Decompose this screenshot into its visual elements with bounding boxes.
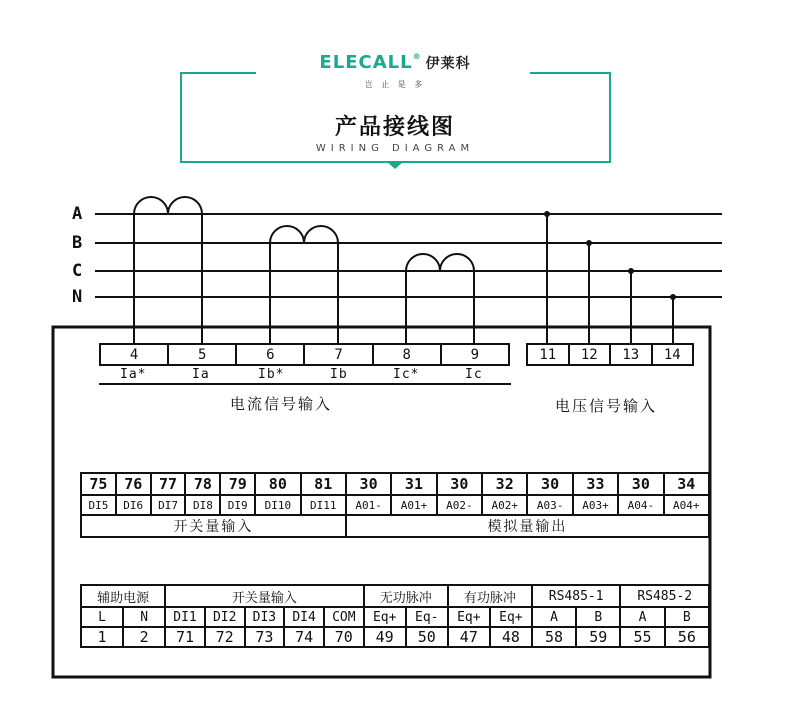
- io-number: 80: [255, 473, 300, 495]
- current-terminal-block: [99, 343, 510, 366]
- io-label: DI6: [116, 495, 151, 515]
- terminal-number: 70: [324, 627, 364, 647]
- io-number: 76: [116, 473, 151, 495]
- terminal-11: 11: [527, 344, 569, 365]
- terminal-label: COM: [324, 607, 364, 627]
- io-label: A01-: [346, 495, 391, 515]
- current-label-ia: Ia: [192, 367, 210, 382]
- terminal-12: 12: [569, 344, 611, 365]
- terminal-number: 50: [406, 627, 448, 647]
- voltage-input-group-label: 电压信号输入: [555, 397, 658, 415]
- power-comm-terminal-table: [80, 584, 710, 648]
- terminal-8: 8: [373, 344, 441, 365]
- current-input-group-label: 电流信号输入: [230, 395, 333, 413]
- terminal-label: L: [81, 607, 123, 627]
- io-label: A03+: [573, 495, 618, 515]
- terminal-number: 56: [665, 627, 709, 647]
- terminal-label: Eq+: [448, 607, 490, 627]
- io-group-digital-input: 开关量输入: [81, 515, 346, 537]
- page-title: 产品接线图: [334, 115, 455, 140]
- io-label: DI10: [255, 495, 300, 515]
- page-subtitle: WIRING DIAGRAM: [315, 143, 475, 154]
- io-label: DI5: [81, 495, 116, 515]
- current-label-ic-star: Ic*: [393, 367, 420, 382]
- terminal-number: 72: [205, 627, 245, 647]
- io-number: 32: [482, 473, 527, 495]
- terminal-4: 4: [100, 344, 168, 365]
- io-label: DI11: [301, 495, 346, 515]
- io-label: DI9: [220, 495, 255, 515]
- io-label: DI7: [151, 495, 186, 515]
- terminal-13: 13: [610, 344, 652, 365]
- terminal-number: 1: [81, 627, 123, 647]
- terminal-number: 59: [576, 627, 620, 647]
- terminal-number: 55: [620, 627, 664, 647]
- terminal-number: 2: [123, 627, 165, 647]
- terminal-label: DI3: [245, 607, 285, 627]
- terminal-number: 48: [490, 627, 532, 647]
- io-number: 31: [391, 473, 436, 495]
- current-label-ib-star: Ib*: [258, 367, 285, 382]
- terminal-label: B: [665, 607, 709, 627]
- terminal-number: 74: [284, 627, 324, 647]
- current-label-ic: Ic: [465, 367, 483, 382]
- io-number: 81: [301, 473, 346, 495]
- bus-label-c: C: [72, 261, 83, 281]
- terminal-5: 5: [168, 344, 236, 365]
- bus-label-a: A: [72, 204, 83, 224]
- terminal-14: 14: [652, 344, 694, 365]
- terminal-9: 9: [441, 344, 509, 365]
- voltage-terminal-block: [526, 343, 694, 366]
- bus-label-n: N: [72, 287, 83, 307]
- io-terminal-table: [80, 472, 710, 538]
- io-number: 30: [437, 473, 482, 495]
- tap-dot-c: [628, 268, 634, 274]
- io-label: A04-: [618, 495, 663, 515]
- terminal-number: 58: [532, 627, 576, 647]
- terminal-label: Eq+: [364, 607, 406, 627]
- group-active-pulse: 有功脉冲: [448, 585, 532, 607]
- tap-dot-n: [670, 294, 676, 300]
- terminal-number: 73: [245, 627, 285, 647]
- terminal-7: 7: [304, 344, 372, 365]
- io-number: 79: [220, 473, 255, 495]
- terminal-label: A: [620, 607, 664, 627]
- io-number: 30: [618, 473, 663, 495]
- io-number: 30: [346, 473, 391, 495]
- terminal-label: Eq-: [406, 607, 448, 627]
- io-label: A02+: [482, 495, 527, 515]
- io-label: A03-: [527, 495, 572, 515]
- current-label-ia-star: Ia*: [120, 367, 147, 382]
- current-label-underline: [99, 383, 511, 385]
- terminal-label: DI4: [284, 607, 324, 627]
- terminal-label: DI1: [165, 607, 205, 627]
- brand-name-cn: 伊莱科: [425, 56, 471, 72]
- io-number: 33: [573, 473, 618, 495]
- current-label-ib: Ib: [330, 367, 348, 382]
- brand-name: ELECALL: [319, 52, 413, 73]
- terminal-label: A: [532, 607, 576, 627]
- bus-label-b: B: [72, 233, 83, 253]
- terminal-label: Eq+: [490, 607, 532, 627]
- group-reactive-pulse: 无功脉冲: [364, 585, 448, 607]
- registered-icon: ®: [412, 52, 422, 61]
- io-label: DI8: [185, 495, 220, 515]
- terminal-6: 6: [236, 344, 304, 365]
- ct-loop-c: [406, 254, 474, 343]
- group-digital-input: 开关量输入: [165, 585, 364, 607]
- io-number: 34: [664, 473, 709, 495]
- brand-slogan: 岂 止 是 多: [364, 80, 426, 89]
- io-label: A02-: [437, 495, 482, 515]
- terminal-number: 71: [165, 627, 205, 647]
- tap-dot-b: [586, 240, 592, 246]
- group-rs485-1: RS485-1: [532, 585, 620, 607]
- group-aux-power: 辅助电源: [81, 585, 165, 607]
- io-number: 78: [185, 473, 220, 495]
- io-group-analog-output: 模拟量输出: [346, 515, 709, 537]
- terminal-number: 49: [364, 627, 406, 647]
- io-number: 30: [527, 473, 572, 495]
- terminal-label: DI2: [205, 607, 245, 627]
- terminal-label: N: [123, 607, 165, 627]
- group-rs485-2: RS485-2: [620, 585, 709, 607]
- terminal-number: 47: [448, 627, 490, 647]
- io-number: 77: [151, 473, 186, 495]
- io-label: A04+: [664, 495, 709, 515]
- io-label: A01+: [391, 495, 436, 515]
- tap-dot-a: [544, 211, 550, 217]
- terminal-label: B: [576, 607, 620, 627]
- io-number: 75: [81, 473, 116, 495]
